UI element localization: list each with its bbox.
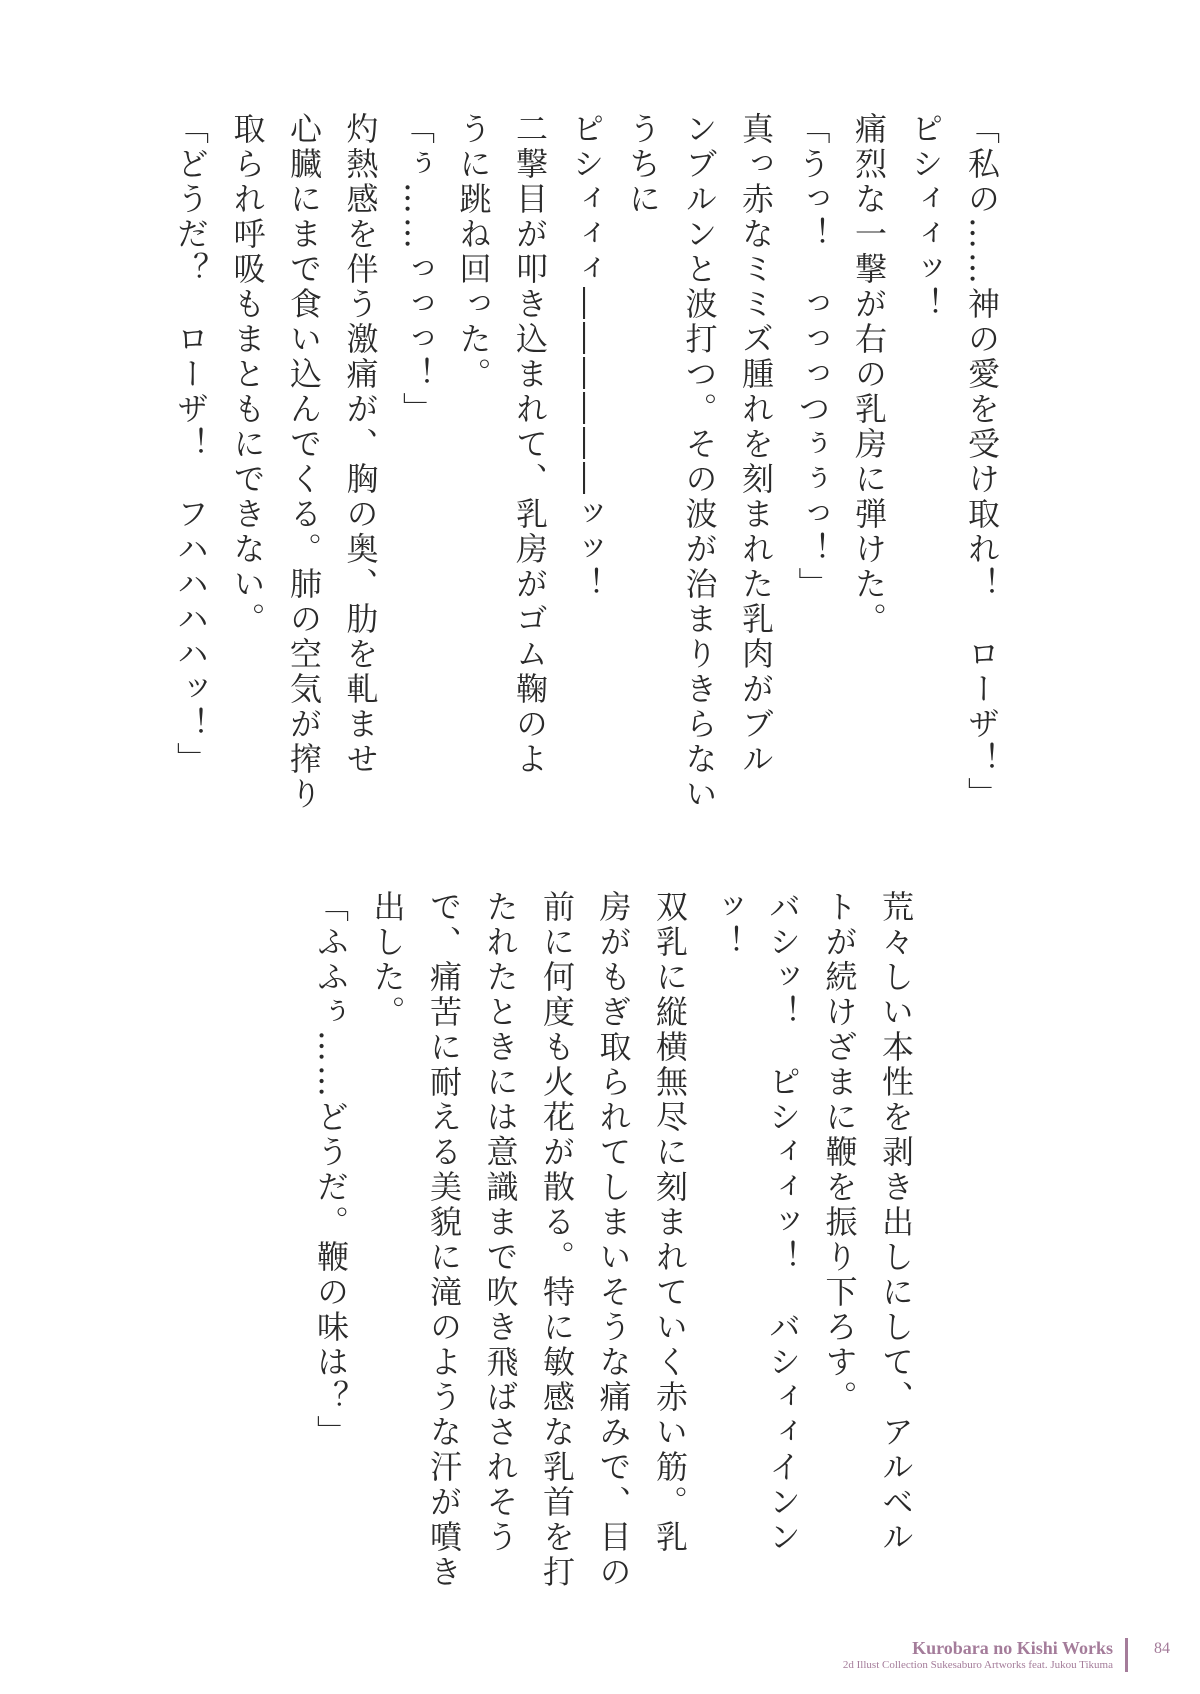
- text-line: たれたときには意識まで吹き飛ばされそう: [481, 890, 520, 1555]
- text-line: で、痛苦に耐える美貌に滝のような汗が噴き: [425, 890, 463, 1590]
- text-line: 灼熱感を伴う激痛が、胸の奥、肋を軋ませ: [341, 112, 380, 777]
- text-line: うちに: [624, 112, 662, 217]
- text-line: 双乳に縦横無尽に刻まれていく赤い筋。乳: [651, 890, 689, 1555]
- text-block-top: [163, 112, 1011, 812]
- text-line: ピシィィィ――――――ッッ！: [567, 112, 606, 602]
- footer-subtitle: 2d Illust Collection Sukesaburo Artworks feat. Jukou Tikuma: [843, 1658, 1128, 1672]
- text-line: 心臓にまで食い込んでくる。肺の空気が搾り: [285, 112, 323, 812]
- text-line: 「うっ！ っっっつぅぅっ！」: [793, 112, 832, 602]
- text-line: バシッ！ ピシィィッ！ バシィィインン: [764, 890, 802, 1555]
- text-line: 痛烈な一撃が右の乳房に弾けた。: [850, 112, 888, 637]
- text-line: うに跳ね回った。: [454, 112, 493, 392]
- footer-title: Kurobara no Kishi Works: [843, 1638, 1128, 1658]
- text-block-bottom: [303, 890, 925, 1590]
- text-line: 「私の……神の愛を受け取れ！ ローザ！」: [963, 112, 1001, 812]
- text-line: 「ふふぅ……どうだ。鞭の味は？」: [312, 890, 350, 1450]
- text-line: 取られ呼吸もまともにできない。: [228, 112, 267, 637]
- text-line: 出した。: [368, 890, 407, 1030]
- text-line: 「どうだ？ ローザ！ フハハハハッ！」: [172, 112, 210, 777]
- text-line: 「ぅ……っっっ！」: [398, 112, 436, 427]
- text-line: 二撃目が叩き込まれて、乳房がゴム鞠のよ: [511, 112, 549, 777]
- text-line: 房がもぎ取られてしまいそうな痛みで、目の: [594, 890, 633, 1590]
- text-line: ピシィィッ！: [906, 112, 945, 322]
- page-footer: [843, 1638, 1128, 1672]
- text-line: 前に何度も火花が散る。特に敏感な乳首を打: [538, 890, 576, 1590]
- text-line: ッ！: [707, 890, 746, 960]
- page-number: 84: [1154, 1640, 1170, 1657]
- text-line: ンブルンと波打つ。その波が治まりきらない: [680, 112, 719, 812]
- text-line: 真っ赤なミミズ腫れを刻まれた乳肉がブル: [737, 112, 775, 777]
- text-line: 荒々しい本性を剥き出しにして、アルベル: [877, 890, 915, 1555]
- text-line: トが続けざまに鞭を振り下ろす。: [820, 890, 859, 1415]
